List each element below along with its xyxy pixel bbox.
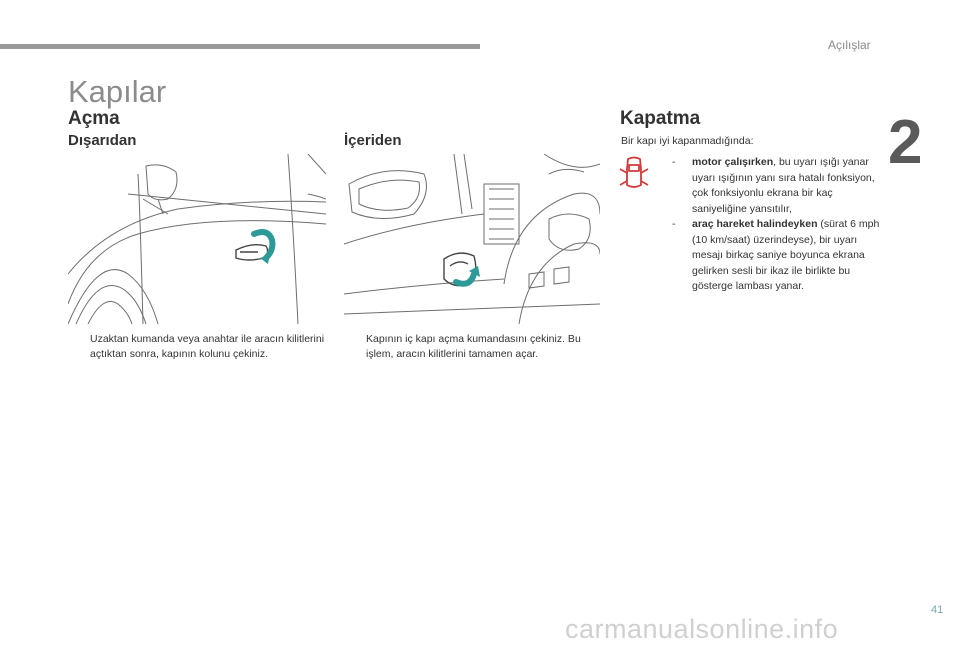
page-title: Kapılar xyxy=(68,74,167,109)
outside-caption xyxy=(68,332,330,362)
item-text: (sürat 6 mph (10 km/saat) üzerindeyse), bir uyarı mesajı birkaç saniye boyunca ekrana gelirken sesli bir ikaz ile birlikte bu gösterge lambası yanar. xyxy=(692,218,880,292)
section-label: Açılışlar xyxy=(828,38,871,52)
item-text: , bu uyarı ışığı yanar uyarı ışığının yanı sıra hatalı fonksiyon, çok fonksiyonlu ekrana bir kaç saniyeliğine yansıtılır, xyxy=(692,156,875,215)
inside-caption-text: Kapının iç kapı açma kumandasını çekiniz. Bu işlem, aracın kilitlerini tamamen açar. xyxy=(366,333,581,360)
page-number: 41 xyxy=(931,604,944,616)
watermark: carmanualsonline.info xyxy=(565,614,839,644)
item-bold: araç hareket halindeyken xyxy=(692,218,818,230)
inside-caption xyxy=(344,332,606,362)
inside-heading: İçeriden xyxy=(344,132,402,149)
closing-list xyxy=(672,155,882,295)
list-item: - motor çalışırken, bu uyarı ışığı yanar uyarı ışığının yanı sıra hatalı fonksiyon, çok fonksiyonlu ekrana bir kaç saniyeliğine yansıtılır, xyxy=(672,156,875,215)
closing-intro: Bir kapı iyi kapanmadığında: xyxy=(621,135,754,147)
outside-heading: Dışarıdan xyxy=(68,132,137,149)
outside-caption-text: Uzaktan kumanda veya anahtar ile aracın kilitlerini açtıktan sonra, kapının kolunu çekiniz. xyxy=(90,333,325,360)
rotate-arrow-icon xyxy=(456,274,474,284)
chapter-number: 2 xyxy=(888,108,923,177)
closing-heading: Kapatma xyxy=(620,108,701,129)
outside-door-illustration xyxy=(68,154,326,324)
inside-door-illustration xyxy=(344,154,600,324)
header-bar xyxy=(0,44,480,49)
door-open-warning-icon xyxy=(617,155,651,193)
opening-heading: Açma xyxy=(68,108,120,129)
list-item: - araç hareket halindeyken (sürat 6 mph (10 km/saat) üzerindeyse), bir uyarı mesajı birkaç saniye boyunca ekrana gelirken sesli bir ikaz ile birlikte bu gösterge lambası yanar. xyxy=(672,218,880,292)
item-bold: motor çalışırken xyxy=(692,156,774,168)
